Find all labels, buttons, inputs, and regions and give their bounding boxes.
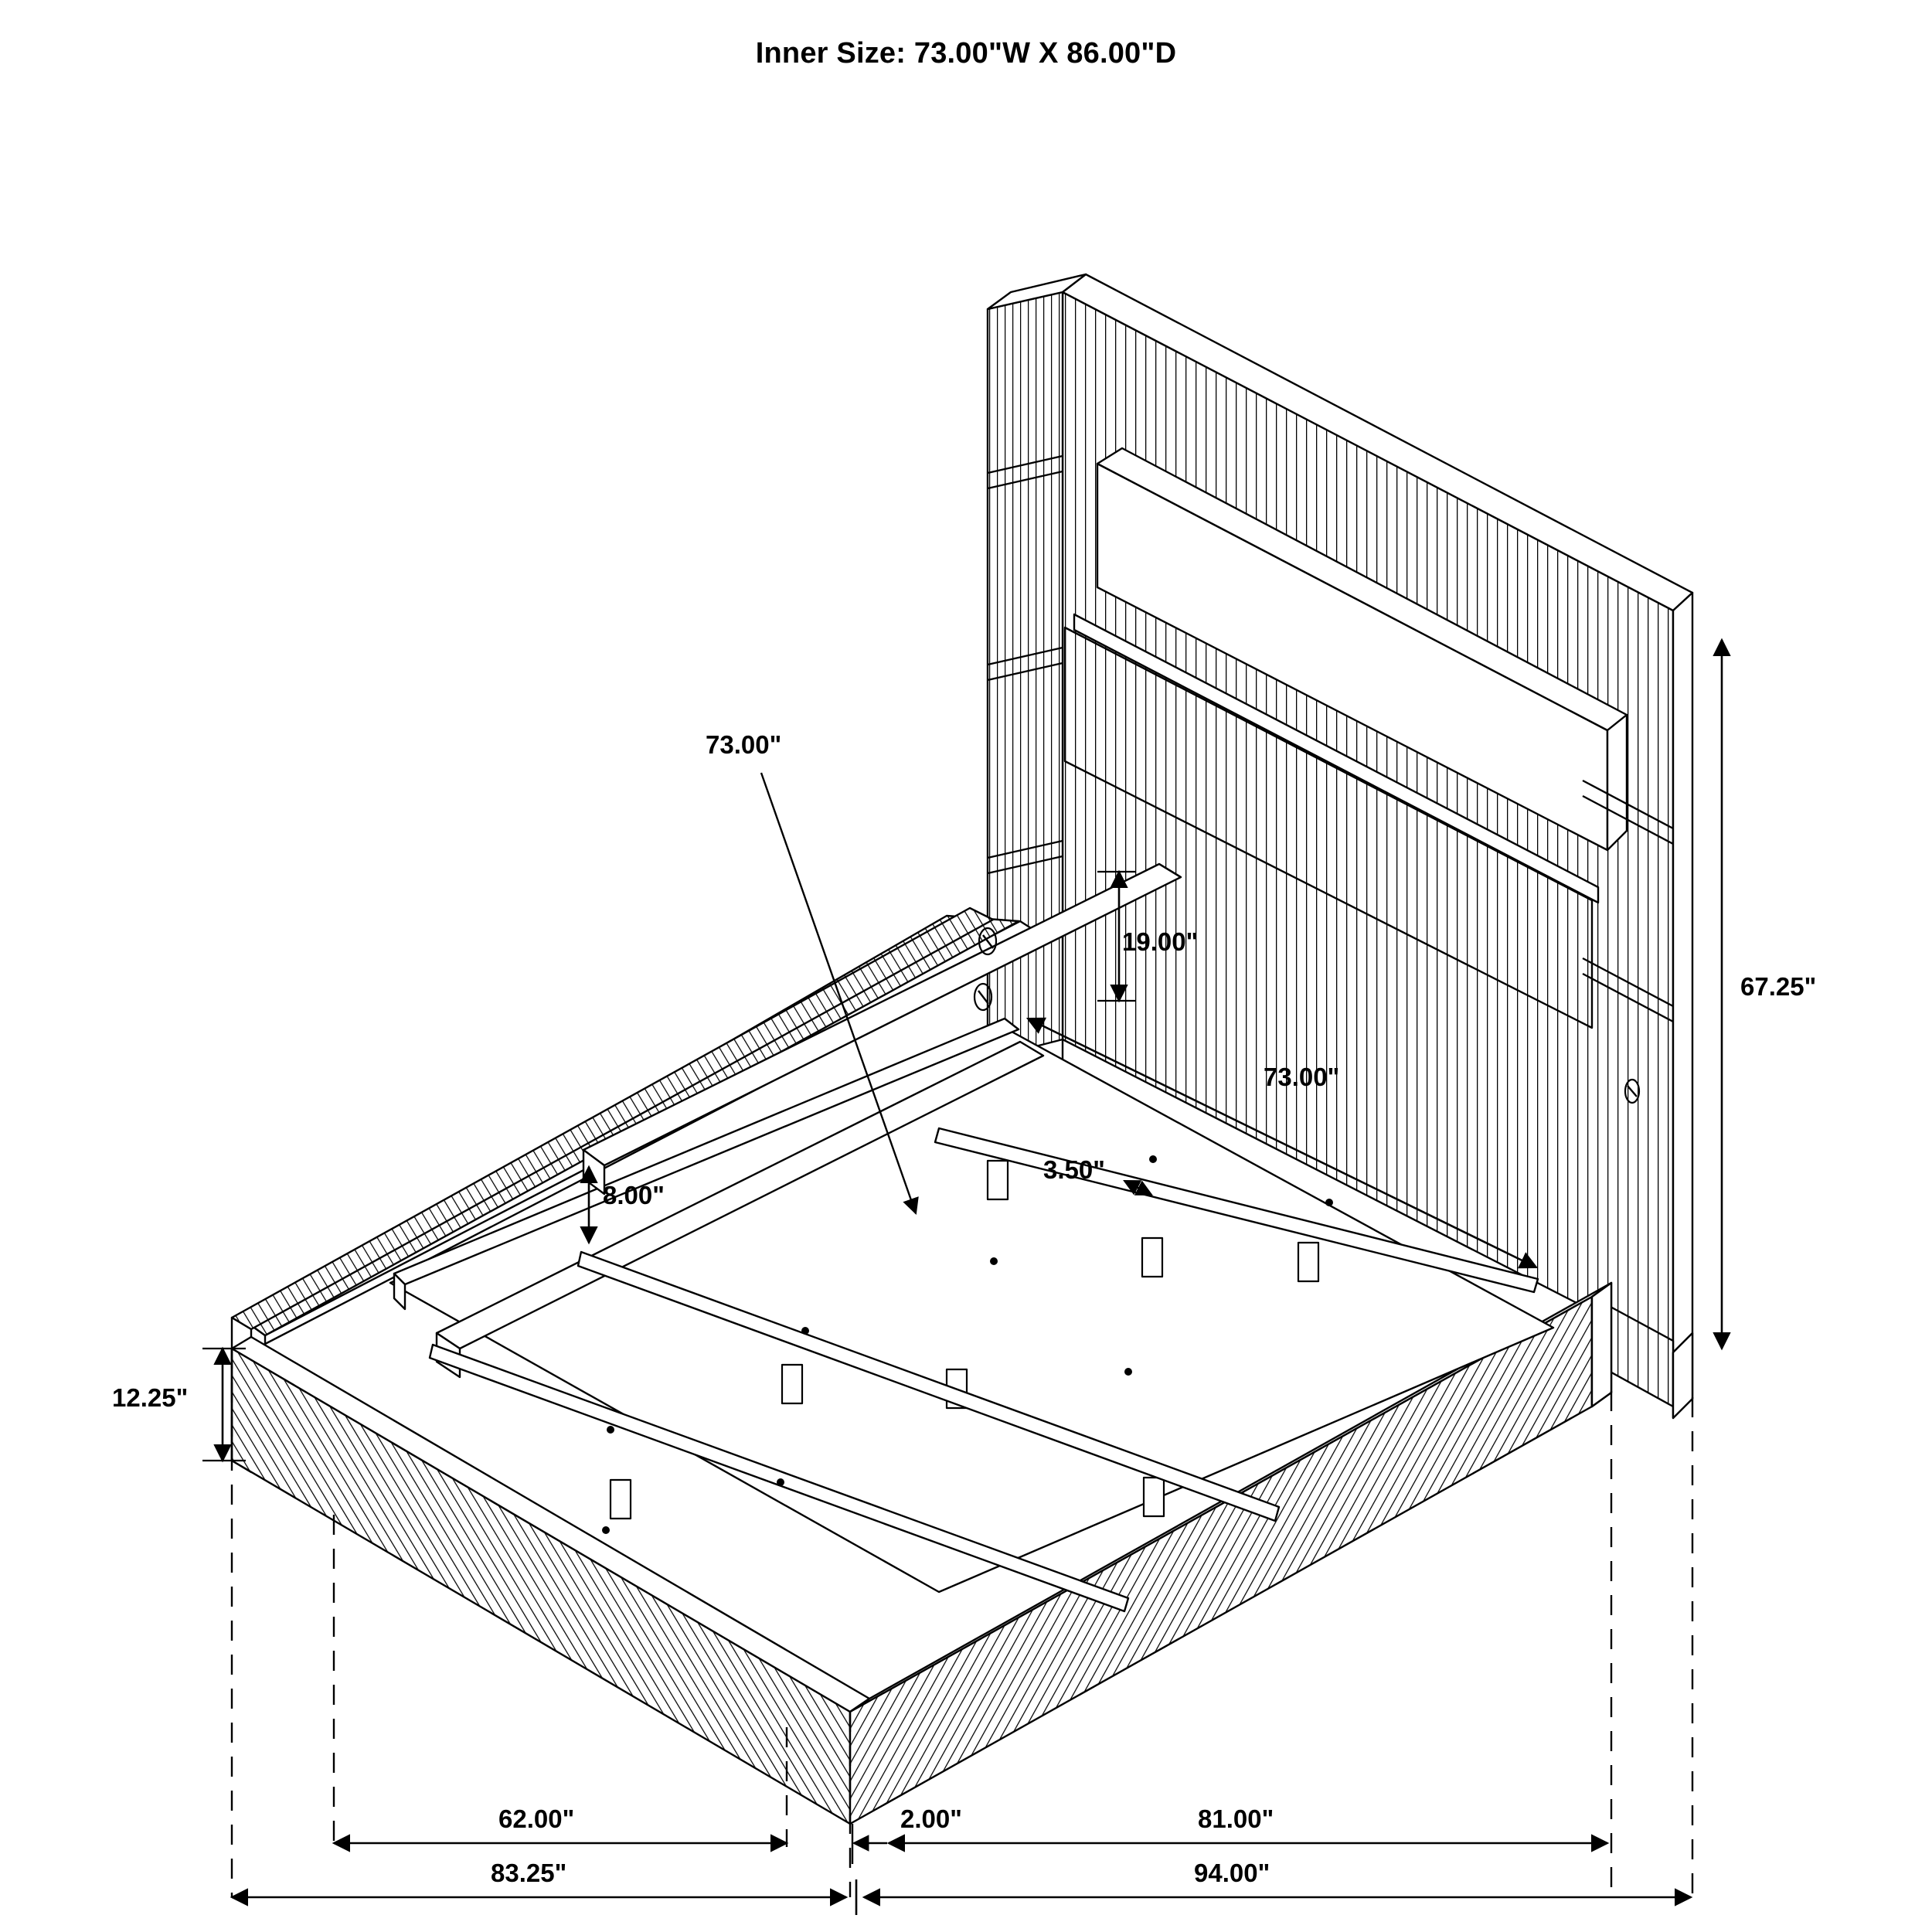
dimension-label-headboard-thickness: 2.00" xyxy=(900,1804,962,1833)
page-title: Inner Size: 73.00"W X 86.00"D xyxy=(755,37,1177,70)
dimension-label-inner-width: 73.00" xyxy=(1264,1063,1340,1091)
dimension-label-footboard-inner-length: 62.00" xyxy=(498,1804,575,1833)
dimension-label-center-rail-width: 3.50" xyxy=(1043,1155,1105,1184)
dimension-label-overall-length: 94.00" xyxy=(1194,1859,1270,1887)
dimension-label-rail-height: 12.25" xyxy=(112,1383,189,1412)
dimension-label-footboard-outer-length: 83.25" xyxy=(491,1859,567,1887)
dimension-label-deck-clearance: 8.00" xyxy=(603,1181,665,1209)
dimension-label-headboard-height: 67.25" xyxy=(1740,972,1817,1001)
dimension-label-headboard-width-callout: 73.00" xyxy=(706,730,782,759)
dimension-label-side-inner-length: 81.00" xyxy=(1198,1804,1274,1833)
dimension-label-slat-height: 19.00" xyxy=(1122,927,1199,956)
